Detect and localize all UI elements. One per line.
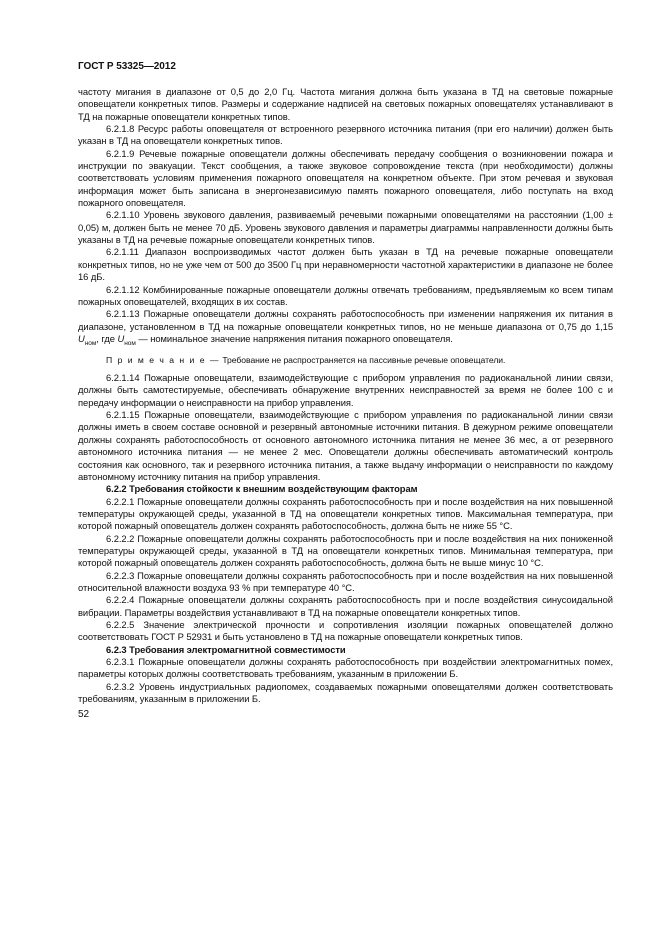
- paragraph-6-2-1-10: 6.2.1.10 Уровень звукового давления, развиваемый речевыми пожарными оповещателями на расстоянии (1,00 ± 0,05) м, должен быть не менее 70 дБ. Уровень звукового давления и параметры диаграммы направленности должны быть указаны в ТД на речевые пожарные оповещатели конкретных типов.: [78, 209, 613, 246]
- paragraph-6-2-1-15: 6.2.1.15 Пожарные оповещатели, взаимодействующие с прибором управления по радиоканальной линии связи должны иметь в своем составе основной и резервный автономные источники питания. В дежурном режиме оповещатели должны сохранять работоспособность от основного автономного источника питания не менее 36 мес, а от резервного автономного источника питания — не менее 2 мес. Оповещатели должны обеспечивать автоматический контроль состояния как основного, так и резервного источника питания, а также выдачу информации о неисправности по каждому автономному источнику питания на прибор управления.: [78, 409, 613, 482]
- paragraph-6-2-1-13-text-b: , где: [96, 332, 115, 344]
- paragraph-6-2-1-13-text-c: — номинальное значение напряжения питания пожарного оповещателя.: [138, 332, 453, 344]
- note-text: Требование не распространяется на пассивные речевые оповещатели.: [222, 355, 506, 366]
- voltage-subscript: ном: [124, 339, 136, 347]
- paragraph-6-2-1-9: 6.2.1.9 Речевые пожарные оповещатели должны обеспечивать передачу сообщения о возникновении пожара и инструкции по эвакуации. Текст сообщения, а также звуковое сопровождение текста (при необходимости) должны соответствовать условиям применения пожарного оповещателя на конкретном объекте. При этом речевая и звуковая информация может быть записана в энергонезависимую память пожарного оповещателя, либо поступать на вход пожарного оповещателя.: [78, 147, 613, 209]
- paragraph-6-2-2-5: 6.2.2.5 Значение электрической прочности и сопротивления изоляции пожарных оповещателей должно соответствовать ГОСТ Р 52931 и быть установлено в ТД на пожарные оповещатели конкретных типов.: [78, 618, 613, 643]
- note-label: П р и м е ч а н и е —: [106, 355, 220, 366]
- paragraph-6-2-2-3: 6.2.2.3 Пожарные оповещатели должны сохранять работоспособность при и после воздействия на них повышенной относительной влажности воздуха 93 % при температуре 40 °С.: [78, 569, 613, 593]
- paragraph-6-2-1-8: 6.2.1.8 Ресурс работы оповещателя от встроенного резервного источника питания (при его наличии) должен быть указан в ТД на оповещатели конкретных типов.: [78, 123, 613, 147]
- voltage-symbol: U: [78, 332, 85, 344]
- paragraph-6-2-3-1: 6.2.3.1 Пожарные оповещатели должны сохранять работоспособность при воздействии электромагнитных помех, параметры которых должны соответствовать требованиям, указанным в приложении Б.: [78, 656, 613, 680]
- section-heading-6-2-2: 6.2.2 Требования стойкости к внешним воздействующим факторам: [106, 483, 418, 495]
- paragraph-continuation: частоту мигания в диапазоне от 0,5 до 2,0 Гц. Частота мигания должна быть указана в ТД на световые пожарные оповещатели конкретных типов. Размеры и содержание надписей на световых пожарных оповещателях устанавливают в ТД на пожарные оповещатели конкретных типов.: [78, 86, 613, 122]
- voltage-symbol: U: [117, 332, 125, 344]
- paragraph-6-2-2-1: 6.2.2.1 Пожарные оповещатели должны сохранять работоспособность при и после воздействия на них повышенной температуры окружающей среды, указанной в ТД на оповещатели конкретных типов. Максимальная температура, при которой пожарный оповещатель должен сохранять работоспособность, должна быть не ниже 55 °С.: [78, 495, 613, 532]
- paragraph-6-2-1-11: 6.2.1.11 Диапазон воспроизводимых частот должен быть указан в ТД на речевые пожарные оповещатели конкретных типов, но не уже чем от 500 до 3500 Гц при неравномерности частотной характеристики в диапазоне не более 16 дБ.: [78, 246, 613, 283]
- paragraph-6-2-3-2: 6.2.3.2 Уровень индустриальных радиопомех, создаваемых пожарными оповещателями должен соответствовать требованиям, указанным в приложении Б.: [78, 680, 613, 705]
- document-header: ГОСТ Р 53325—2012: [78, 61, 176, 72]
- section-heading-6-2-3: 6.2.3 Требования электромагнитной совместимости: [106, 643, 346, 655]
- document-page: [78, 60, 613, 721]
- paragraph-6-2-1-14: 6.2.1.14 Пожарные оповещатели, взаимодействующие с прибором управления по радиоканальной линии связи, должны быть самотестируемые, обеспечивать обнаружение внутренних неисправностей за время не более 100 с и передачу информации о неисправности на прибор управления.: [78, 372, 613, 408]
- paragraph-6-2-1-13-text-a: 6.2.1.13 Пожарные оповещатели должны сохранять работоспособность при изменении напряжения их питания в диапазоне, установленном в ТД на пожарные оповещатели конкретных типов, но не меньше диапазона от 0,75 до 1,15: [78, 308, 613, 332]
- paragraph-6-2-2-4: 6.2.2.4 Пожарные оповещатели должны сохранять работоспособность при и после воздействия синусоидальной вибрации. Параметры воздействия устанавливают в ТД на пожарные оповещатели конкретных типов.: [78, 594, 613, 618]
- note: [78, 355, 613, 366]
- paragraph-6-2-1-12: 6.2.1.12 Комбинированные пожарные оповещатели должны отвечать требованиям, предъявляемым ко всем типам пожарных оповещателей, входящих в их состав.: [78, 283, 613, 307]
- paragraph-6-2-1-13: [78, 308, 613, 350]
- voltage-subscript: ном: [84, 339, 97, 347]
- paragraph-6-2-2-2: 6.2.2.2 Пожарные оповещатели должны сохранять работоспособность при и после воздействия на них пониженной температуры окружающей среды, указанной в ТД на оповещатели конкретных типов. Минимальная температура, при которой пожарный оповещатель должен сохранять работоспособность, должна быть не выше минус 10 °С.: [78, 532, 613, 569]
- page-number: 52: [78, 709, 90, 721]
